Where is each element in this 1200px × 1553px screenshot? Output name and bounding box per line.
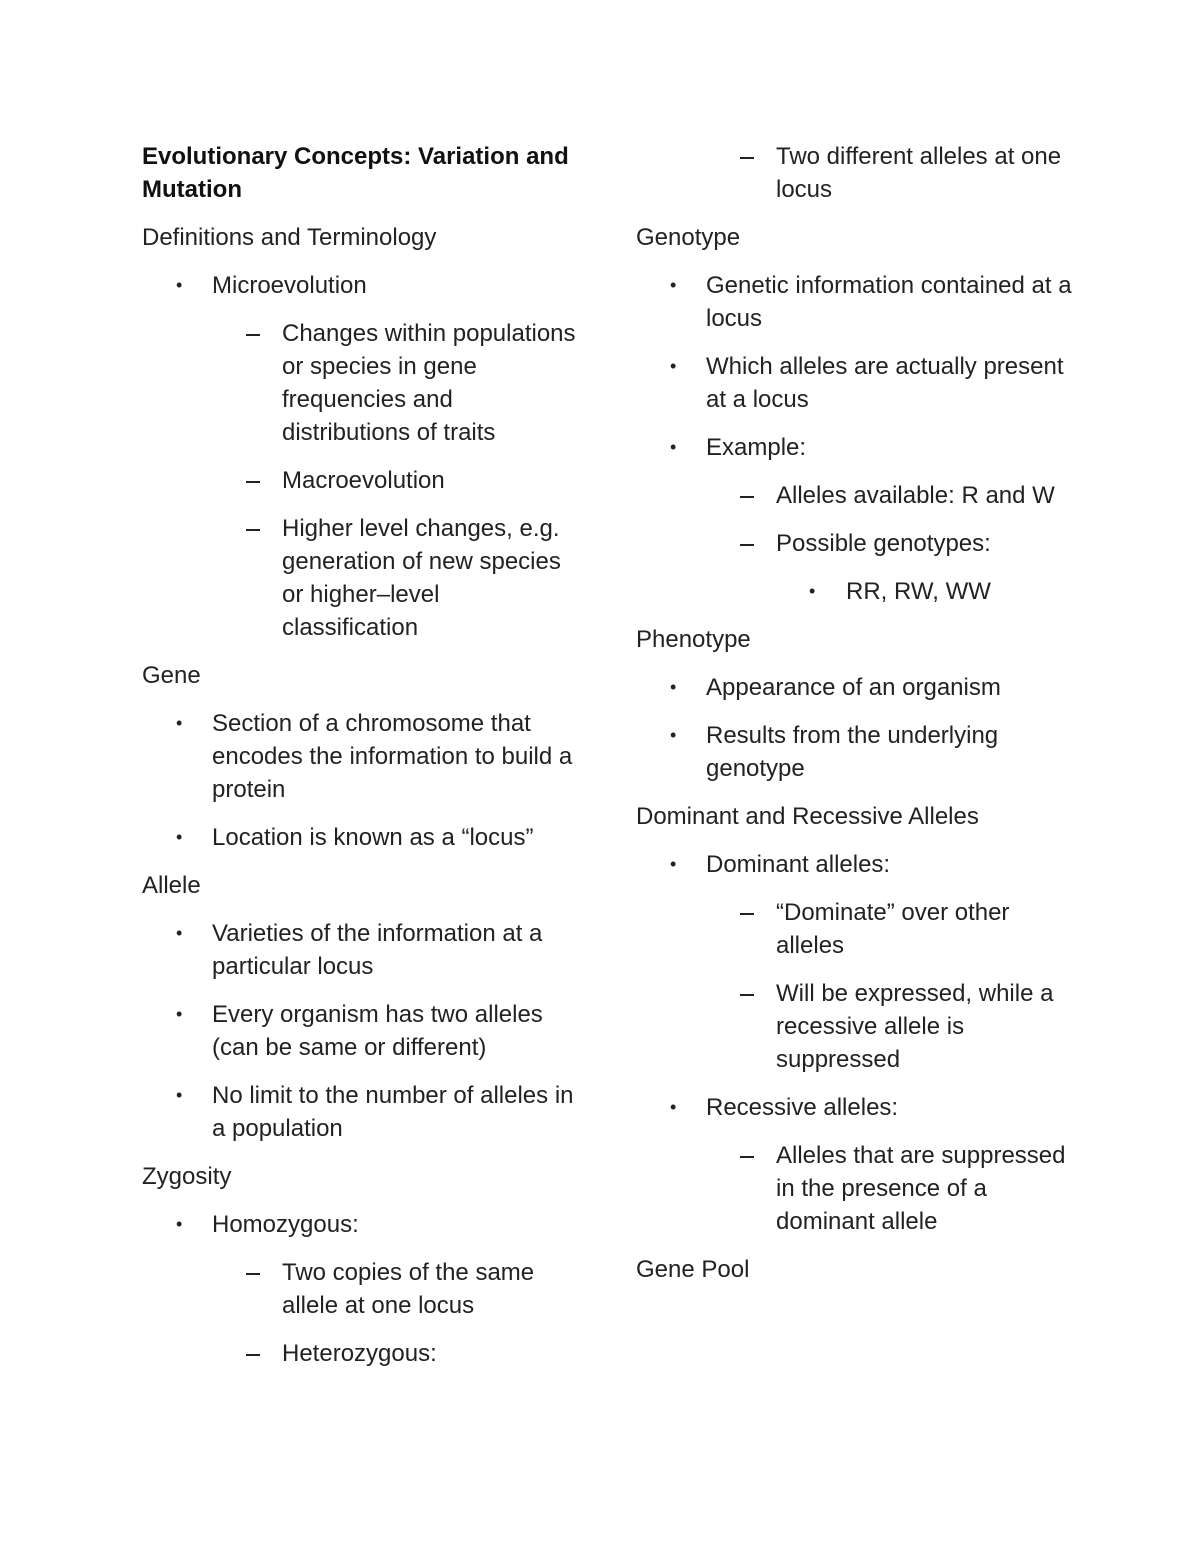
bullet-marker: •	[176, 923, 183, 943]
left-outline	[142, 221, 582, 1370]
bullet-marker: •	[670, 275, 677, 295]
bullet-list-item	[142, 917, 582, 983]
item-text: Heterozygous:	[282, 1340, 437, 1367]
bullet-list-item	[636, 1091, 1076, 1124]
item-text: Every organism has two alleles (can be same or different)	[212, 1001, 543, 1061]
item-text: Recessive alleles:	[706, 1094, 899, 1121]
dash-list-item	[142, 464, 582, 497]
bullet-list-item	[636, 350, 1076, 416]
dash-list-item	[636, 140, 1076, 206]
bullet-list-item	[636, 575, 1076, 608]
section-heading	[636, 800, 1076, 833]
bullet-list-item	[636, 719, 1076, 785]
item-text: No limit to the number of alleles in a population	[212, 1082, 574, 1142]
bullet-list-item	[636, 671, 1076, 704]
item-text: Phenotype	[636, 626, 751, 653]
bullet-list-item	[636, 431, 1076, 464]
dash-marker	[246, 1354, 260, 1356]
item-text: Zygosity	[142, 1163, 232, 1190]
item-text: Dominant alleles:	[706, 851, 891, 878]
item-text: Changes within populations or species in gene frequencies and distributions of traits	[282, 320, 576, 446]
dash-marker	[740, 157, 754, 159]
item-text: Macroevolution	[282, 467, 445, 494]
bullet-list-item	[636, 848, 1076, 881]
bullet-marker: •	[670, 437, 677, 457]
bullet-marker: •	[176, 827, 183, 847]
dash-list-item	[142, 317, 582, 449]
item-text: Homozygous:	[212, 1211, 359, 1238]
bullet-marker: •	[176, 713, 183, 733]
dash-list-item	[142, 1256, 582, 1322]
item-text: Two different alleles at one locus	[776, 143, 1062, 203]
left-column	[142, 140, 582, 1385]
dash-marker	[740, 1156, 754, 1158]
item-text: Section of a chromosome that encodes the information to build a protein	[212, 710, 573, 803]
document-title: Evolutionary Concepts: Variation and Mutation	[142, 143, 569, 203]
item-text: Allele	[142, 872, 201, 899]
bullet-marker: •	[670, 677, 677, 697]
bullet-list-item	[142, 998, 582, 1064]
section-heading	[636, 1253, 1076, 1286]
dash-list-item	[636, 977, 1076, 1076]
item-text: Dominant and Recessive Alleles	[636, 803, 979, 830]
section-heading	[636, 221, 1076, 254]
bullet-marker: •	[176, 1004, 183, 1024]
item-text: Alleles that are suppressed in the presence of a dominant allele	[776, 1142, 1066, 1235]
bullet-marker: •	[176, 1085, 183, 1105]
section-heading	[142, 659, 582, 692]
dash-marker	[740, 913, 754, 915]
section-heading	[142, 221, 582, 254]
dash-list-item	[636, 479, 1076, 512]
bullet-marker: •	[670, 1097, 677, 1117]
bullet-marker: •	[670, 356, 677, 376]
item-text: Location is known as a “locus”	[212, 824, 534, 851]
dash-marker	[740, 496, 754, 498]
item-text: Which alleles are actually present at a locus	[706, 353, 1064, 413]
item-text: Gene	[142, 662, 201, 689]
bullet-marker: •	[809, 581, 816, 601]
section-heading	[142, 869, 582, 902]
item-text: Varieties of the information at a particular locus	[212, 920, 543, 980]
bullet-list-item	[142, 707, 582, 806]
item-text: Two copies of the same allele at one locus	[282, 1259, 535, 1319]
item-text: Will be expressed, while a recessive allele is suppressed	[776, 980, 1054, 1073]
section-heading	[142, 1160, 582, 1193]
item-text: Microevolution	[212, 272, 367, 299]
bullet-marker: •	[670, 854, 677, 874]
bullet-list-item	[636, 269, 1076, 335]
bullet-marker: •	[176, 275, 183, 295]
item-text: Genetic information contained at a locus	[706, 272, 1072, 332]
dash-list-item	[142, 1337, 582, 1370]
dash-list-item	[636, 896, 1076, 962]
dash-marker	[246, 529, 260, 531]
item-text: Genotype	[636, 224, 741, 251]
item-text: “Dominate” over other alleles	[776, 899, 1010, 959]
item-text: Results from the underlying genotype	[706, 722, 999, 782]
dash-list-item	[636, 527, 1076, 560]
right-column	[636, 140, 1076, 1301]
dash-marker	[246, 481, 260, 483]
right-outline	[636, 140, 1076, 1286]
dash-marker	[246, 334, 260, 336]
dash-list-item	[636, 1139, 1076, 1238]
bullet-list-item	[142, 1079, 582, 1145]
bullet-list-item	[142, 269, 582, 302]
section-heading	[636, 623, 1076, 656]
item-text: Definitions and Terminology	[142, 224, 437, 251]
item-text: Possible genotypes:	[776, 530, 991, 557]
dash-marker	[246, 1273, 260, 1275]
item-text: Higher level changes, e.g. generation of new species or higher–level classification	[282, 515, 561, 641]
item-text: Gene Pool	[636, 1256, 750, 1283]
bullet-marker: •	[670, 725, 677, 745]
dash-list-item	[142, 512, 582, 644]
item-text: Example:	[706, 434, 807, 461]
item-text: Alleles available: R and W	[776, 482, 1055, 509]
item-text: RR, RW, WW	[846, 578, 991, 605]
item-text: Appearance of an organism	[706, 674, 1001, 701]
dash-marker	[740, 994, 754, 996]
bullet-marker: •	[176, 1214, 183, 1234]
bullet-list-item	[142, 821, 582, 854]
dash-marker	[740, 544, 754, 546]
bullet-list-item	[142, 1208, 582, 1241]
